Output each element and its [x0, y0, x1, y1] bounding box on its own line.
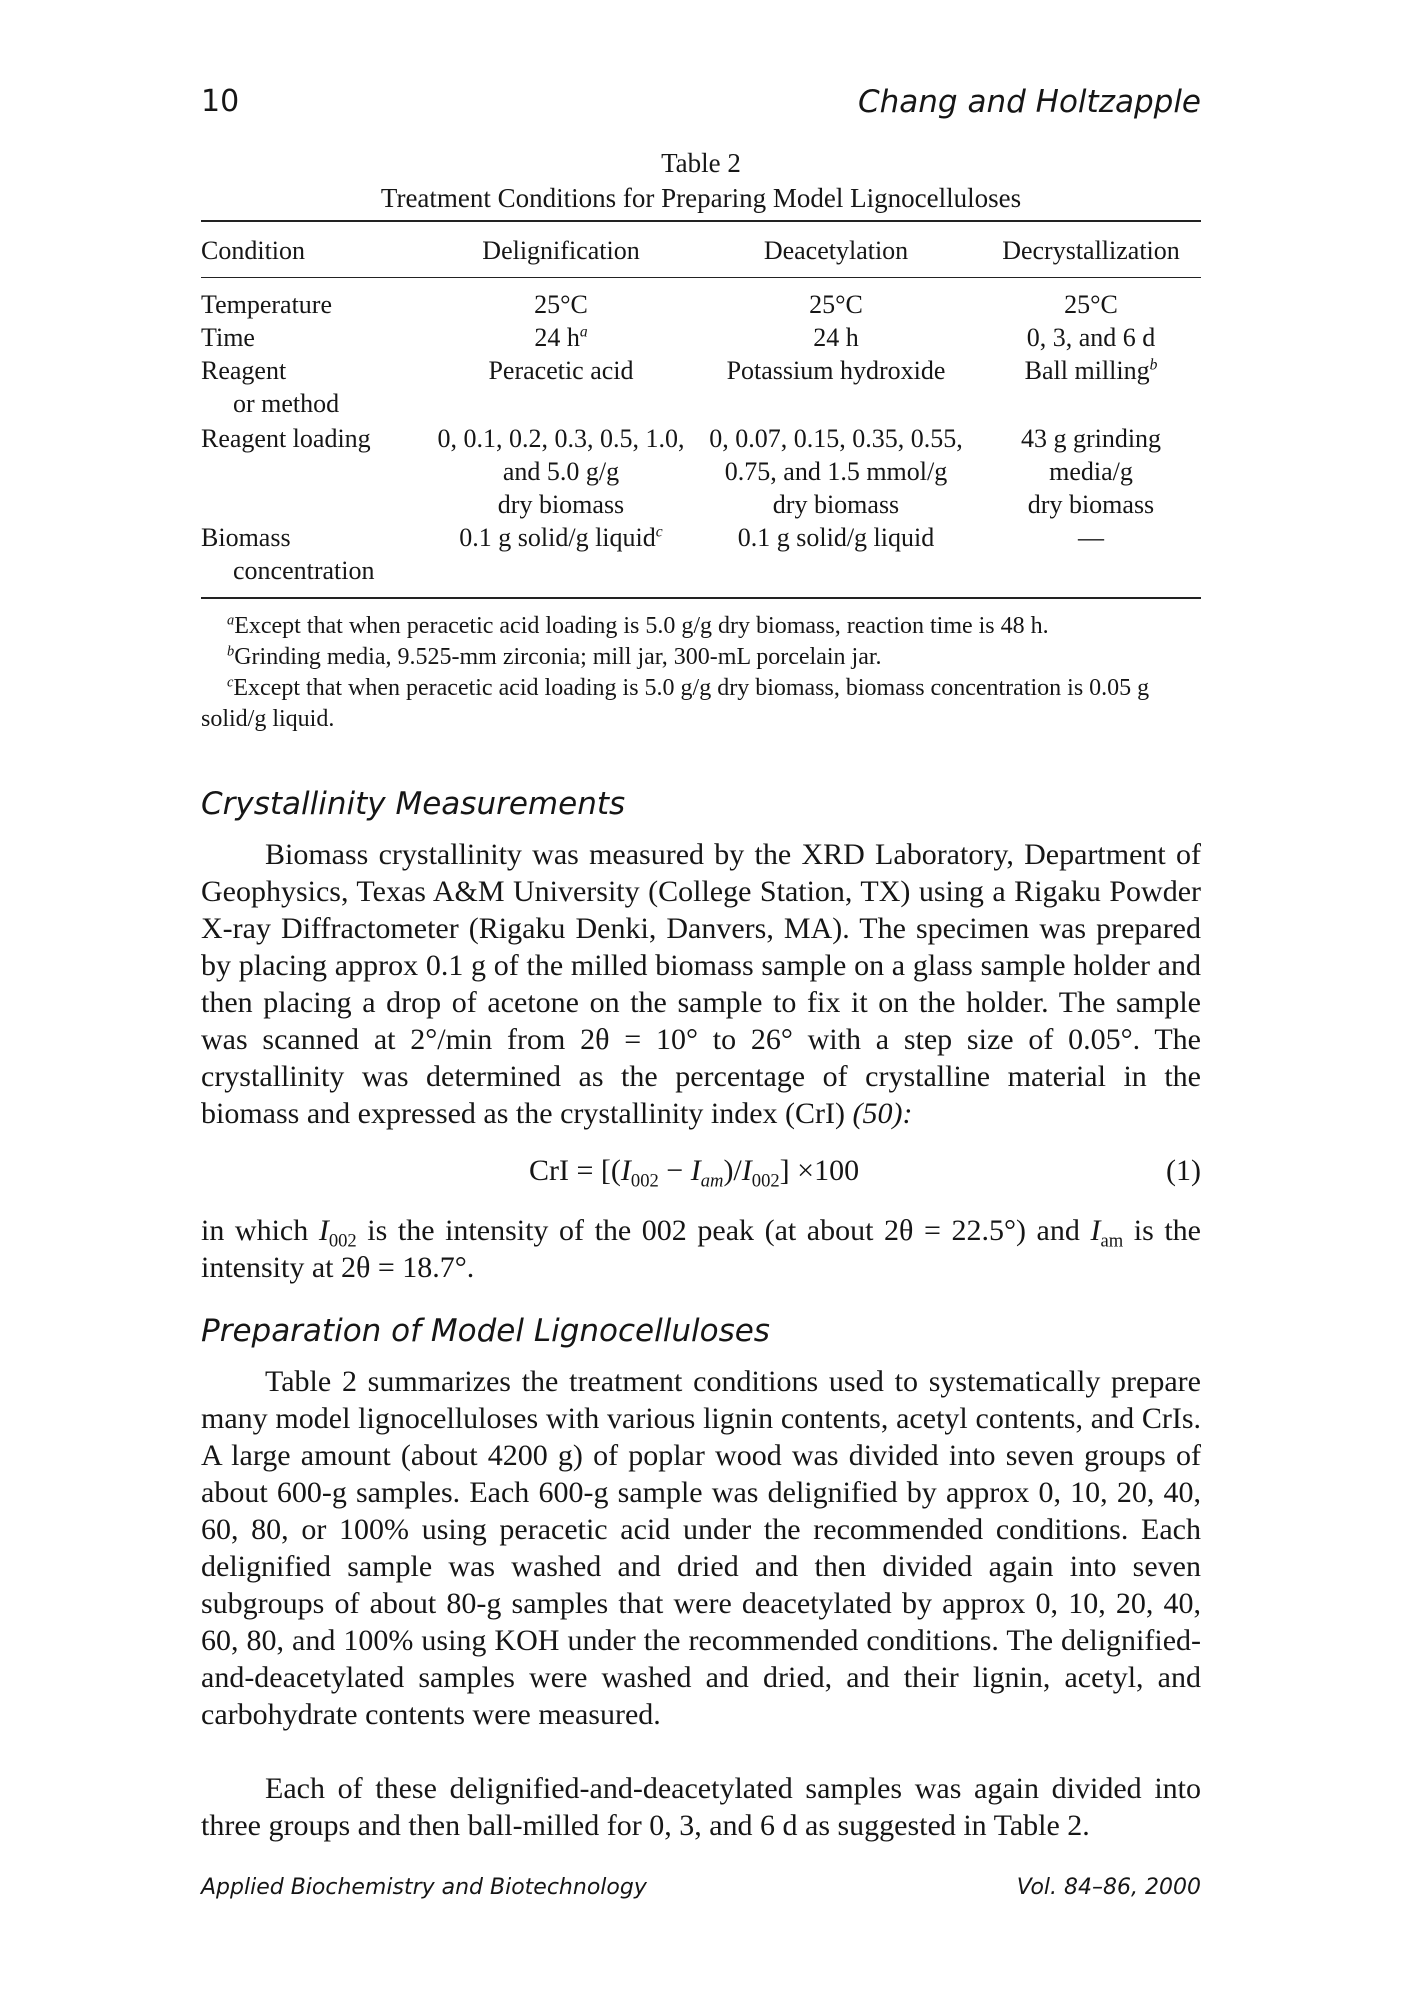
- table-title: Treatment Conditions for Preparing Model Lignocelluloses: [380, 183, 1022, 213]
- table-label: Table 2: [661, 148, 741, 178]
- cell-decrystallization: 43 g grinding media/g dry biomass: [1020, 424, 1162, 519]
- equation-explanation: in which $I_{002}$ is the intensity of the 002 peak (at about 2θ = 22.5°) and $I_{am}$ is the intensity at 2θ = 18.7°.: [201, 1214, 1201, 1284]
- table-bottom-rule: [201, 597, 1201, 599]
- section-heading-crystallinity: Crystallinity Measurements: [201, 786, 626, 822]
- cell-delignification: 0, 0.1, 0.2, 0.3, 0.5, 1.0, and 5.0 g/g dry biomass: [437, 424, 685, 519]
- cell-condition: Reagent or method: [201, 356, 340, 418]
- table-header-row: [201, 226, 1201, 277]
- cell-deacetylation: 25°C: [809, 290, 863, 319]
- cell-delignification: 24 h$^a$: [534, 323, 588, 352]
- page-number: 10: [201, 84, 240, 119]
- footnote-marker: a: [579, 323, 588, 341]
- cell-decrystallization: —: [1078, 523, 1104, 552]
- footnote-marker: b: [1149, 356, 1158, 374]
- cell-condition: Time: [201, 323, 255, 352]
- column-header: Condition: [201, 236, 306, 265]
- column-header: Deacetylation: [763, 236, 909, 265]
- preparation-paragraph-1: Table 2 summarizes the treatment conditions used to systematically prepare many model lignocelluloses with various lignin contents, acetyl contents, and CrIs. A large amount (about 4200 g) of poplar wood was divided into seven groups of about 600-g samples. Each 600-g sample was delignified by approx 0, 10, 20, 40, 60, 80, or 100% using peracetic acid under the recommended conditions. Each delignified sample was washed and dried and then divided again into seven subgroups of about 80-g samples that were deacetylated by approx 0, 10, 20, 40, 60, 80, and 100% using KOH under the recommended conditions. The delignified-and-deacetylated samples were washed and dried, and their lignin, acetyl, and carbohydrate contents were measured.: [201, 1365, 1201, 1731]
- volume-info: Vol. 84–86, 2000: [1016, 1875, 1201, 1900]
- citation: (50):: [852, 1097, 913, 1130]
- section-heading-preparation: Preparation of Model Lignocelluloses: [201, 1313, 770, 1349]
- equation-1: [201, 1154, 1201, 1194]
- table-row: [201, 521, 1201, 587]
- table-row: [201, 321, 1201, 354]
- table-row: [201, 354, 1201, 420]
- equation-number: (1): [1166, 1154, 1201, 1187]
- footnote: $^a$Except that when peracetic acid loading is 5.0 g/g dry biomass, reaction time is 48 h.: [227, 612, 1049, 639]
- footnote: $^c$Except that when peracetic acid loading is 5.0 g/g dry biomass, biomass concentration is 0.05 g solid/g liquid.: [201, 674, 1150, 732]
- preparation-paragraph-2: Each of these delignified-and-deacetylated samples was again divided into three groups and then ball-milled for 0, 3, and 6 d as suggested in Table 2.: [201, 1772, 1201, 1842]
- table-2: [201, 146, 1201, 735]
- table-footnotes: [201, 611, 1201, 735]
- table-row: [201, 288, 1201, 321]
- cell-deacetylation: 24 h: [813, 323, 859, 352]
- cell-condition: Reagent loading: [201, 424, 371, 453]
- cell-decrystallization: 25°C: [1064, 290, 1118, 319]
- equation-body: CrI = $[(I_{002} - I_{am})/I_{002}] \times 100$: [529, 1154, 860, 1192]
- column-header: Delignification: [482, 236, 640, 265]
- crystallinity-paragraph: Biomass crystallinity was measured by the XRD Laboratory, Department of Geophysics, Texas A&M University (College Station, TX) using a Rigaku Powder X-ray Diffractometer (Rigaku Denki, Danvers, MA). The specimen was prepared by placing approx 0.1 g of the milled biomass sample on a glass sample holder and then placing a drop of acetone on the sample to fix it on the holder. The sample was scanned at 2°/min from 2θ = 10° to 26° with a step size of 0.05°. The crystallinity was determined as the percentage of crystalline material in the biomass and expressed as the crystallinity index (CrI) (50):: [201, 838, 1201, 1130]
- cell-deacetylation: Potassium hydroxide: [726, 356, 946, 385]
- running-head: Chang and Holtzapple: [858, 84, 1201, 120]
- cell-delignification: 0.1 g solid/g liquid$^c$: [459, 523, 663, 552]
- cell-delignification: 25°C: [534, 290, 588, 319]
- table-top-rule: [201, 220, 1201, 222]
- table-row: [201, 422, 1201, 521]
- cell-decrystallization: Ball milling$^b$: [1024, 356, 1158, 385]
- cell-delignification: Peracetic acid: [488, 356, 634, 385]
- journal-name: Applied Biochemistry and Biotechnology: [201, 1875, 647, 1900]
- cell-condition: Biomass concentration: [201, 523, 375, 585]
- cell-deacetylation: 0.1 g solid/g liquid: [737, 523, 935, 552]
- cell-decrystallization: 0, 3, and 6 d: [1026, 323, 1156, 352]
- footnote: $^b$Grinding media, 9.525-mm zirconia; mill jar, 300-mL porcelain jar.: [227, 643, 882, 670]
- cell-condition: Temperature: [201, 290, 332, 319]
- column-header: Decrystallization: [1002, 236, 1180, 265]
- footnote-marker: c: [655, 523, 663, 541]
- table-body: [201, 278, 1201, 587]
- cell-deacetylation: 0, 0.07, 0.15, 0.35, 0.55, 0.75, and 1.5 mmol/g dry biomass: [709, 424, 963, 519]
